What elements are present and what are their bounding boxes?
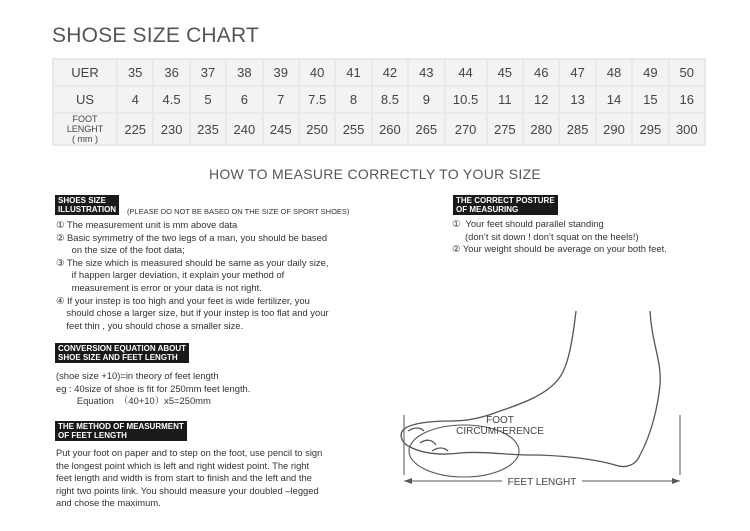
text-line: ① The measurement unit is mm above data	[56, 219, 238, 230]
text-line: Equation （40+10）x5=250mm	[56, 395, 211, 407]
size-cell: 36	[154, 60, 188, 85]
method-label: THE METHOD OF MEASURMENT OF FEET LENGTH	[55, 421, 187, 441]
size-cell: 245	[264, 114, 298, 144]
text-line: ③ The size which is measured should be same as your daily size,	[56, 256, 329, 268]
foot-measure-diagram	[390, 305, 700, 515]
size-row	[54, 87, 704, 112]
size-cell: 37	[191, 60, 225, 85]
size-cell: 230	[154, 114, 188, 144]
size-cell: 40	[300, 60, 334, 85]
text-line: ④ If your instep is too high and your feet is wide fertilizer, you	[56, 294, 310, 306]
size-cell: 265	[409, 114, 443, 144]
size-cell: 8.5	[373, 87, 407, 112]
size-cell: 6	[227, 87, 261, 112]
text-line: the longest point which is left and right widest point. The right	[56, 459, 310, 471]
conversion-text	[56, 370, 386, 408]
size-cell: 50	[670, 60, 704, 85]
posture-text	[452, 218, 742, 256]
size-cell: 13	[560, 87, 594, 112]
size-cell: 46	[524, 60, 558, 85]
size-cell: 49	[633, 60, 667, 85]
conversion-label: CONVERSION EQUATION ABOUT SHOE SIZE AND FEET LENGTH	[55, 343, 189, 363]
size-cell: 250	[300, 114, 334, 144]
size-cell: 290	[597, 114, 631, 144]
page-title: SHOSE SIZE CHART	[52, 24, 260, 47]
size-cell: 4	[118, 87, 152, 112]
text-line: Put your foot on paper and to step on the foot, use pencil to sign	[56, 447, 323, 458]
size-cell: 38	[227, 60, 261, 85]
size-cell: 295	[633, 114, 667, 144]
text-line: should chose a larger size, but if your instep is too flat and your	[56, 307, 329, 319]
text-line: feet length and width is from start to finish and the left and the	[56, 472, 312, 484]
text-line: measurement is error or your data is not right.	[56, 281, 262, 293]
circumference-label-2: CIRCUMFERENCE	[456, 426, 544, 437]
illustration-note: (PLEASE DO NOT BE BASED ON THE SIZE OF SPORT SHOES)	[127, 207, 350, 216]
size-cell: 39	[264, 60, 298, 85]
size-cell: 14	[597, 87, 631, 112]
text-line: ① Your feet should parallel standing	[452, 218, 604, 229]
text-line: right two points link. You should measure your doubled –legged	[56, 484, 319, 496]
text-line: ② Your weight should be average on your both feet.	[452, 243, 667, 255]
size-cell: 43	[409, 60, 443, 85]
size-cell: 270	[446, 114, 486, 144]
foot-outline	[401, 311, 680, 477]
size-cell: 240	[227, 114, 261, 144]
illustration-text	[56, 219, 386, 332]
circumference-label-1: FOOT	[486, 415, 514, 426]
size-chart-table	[52, 58, 706, 146]
row-header: FOOT LENGHT ( mm )	[54, 114, 116, 144]
text-line: ② Basic symmetry of the two legs of a man, you should be based	[56, 231, 328, 243]
text-line: feet thin , you should chose a smaller size.	[56, 319, 244, 331]
size-row	[54, 114, 704, 144]
size-cell: 9	[409, 87, 443, 112]
size-cell: 285	[560, 114, 594, 144]
size-cell: 300	[670, 114, 704, 144]
size-cell: 48	[597, 60, 631, 85]
size-cell: 225	[118, 114, 152, 144]
size-cell: 280	[524, 114, 558, 144]
row-header: US	[54, 87, 116, 112]
size-cell: 5	[191, 87, 225, 112]
method-text	[56, 447, 386, 510]
size-cell: 12	[524, 87, 558, 112]
size-cell: 4.5	[154, 87, 188, 112]
size-cell: 15	[633, 87, 667, 112]
size-row	[54, 60, 704, 85]
measure-subtitle: HOW TO MEASURE CORRECTLY TO YOUR SIZE	[208, 166, 542, 182]
text-line: (don’t sit down ! don’t squat on the heels!)	[452, 230, 639, 242]
feet-length-label: FEET LENGHT	[507, 477, 577, 488]
text-line: eg : 40size of shoe is fit for 250mm feet length.	[56, 382, 251, 394]
size-cell: 45	[488, 60, 522, 85]
size-cell: 255	[336, 114, 370, 144]
text-line: (shoe size +10)=in theory of feet length	[56, 370, 219, 381]
size-cell: 7	[264, 87, 298, 112]
size-cell: 11	[488, 87, 522, 112]
posture-label: THE CORRECT POSTURE OF MEASURING	[453, 195, 558, 215]
size-cell: 42	[373, 60, 407, 85]
row-header: UER	[54, 60, 116, 85]
text-line: on the size of the foot data;	[56, 244, 185, 256]
size-cell: 10.5	[446, 87, 486, 112]
size-cell: 47	[560, 60, 594, 85]
size-cell: 35	[118, 60, 152, 85]
size-cell: 41	[336, 60, 370, 85]
text-line: and chose the maximum.	[56, 497, 161, 509]
size-cell: 260	[373, 114, 407, 144]
size-cell: 16	[670, 87, 704, 112]
illustration-label: SHOES SIZE ILLUSTRATION	[55, 195, 119, 215]
size-cell: 7.5	[300, 87, 334, 112]
size-cell: 275	[488, 114, 522, 144]
text-line: if happen larger deviation, it explain your method of	[56, 269, 285, 281]
size-cell: 44	[446, 60, 486, 85]
size-cell: 235	[191, 114, 225, 144]
size-cell: 8	[336, 87, 370, 112]
